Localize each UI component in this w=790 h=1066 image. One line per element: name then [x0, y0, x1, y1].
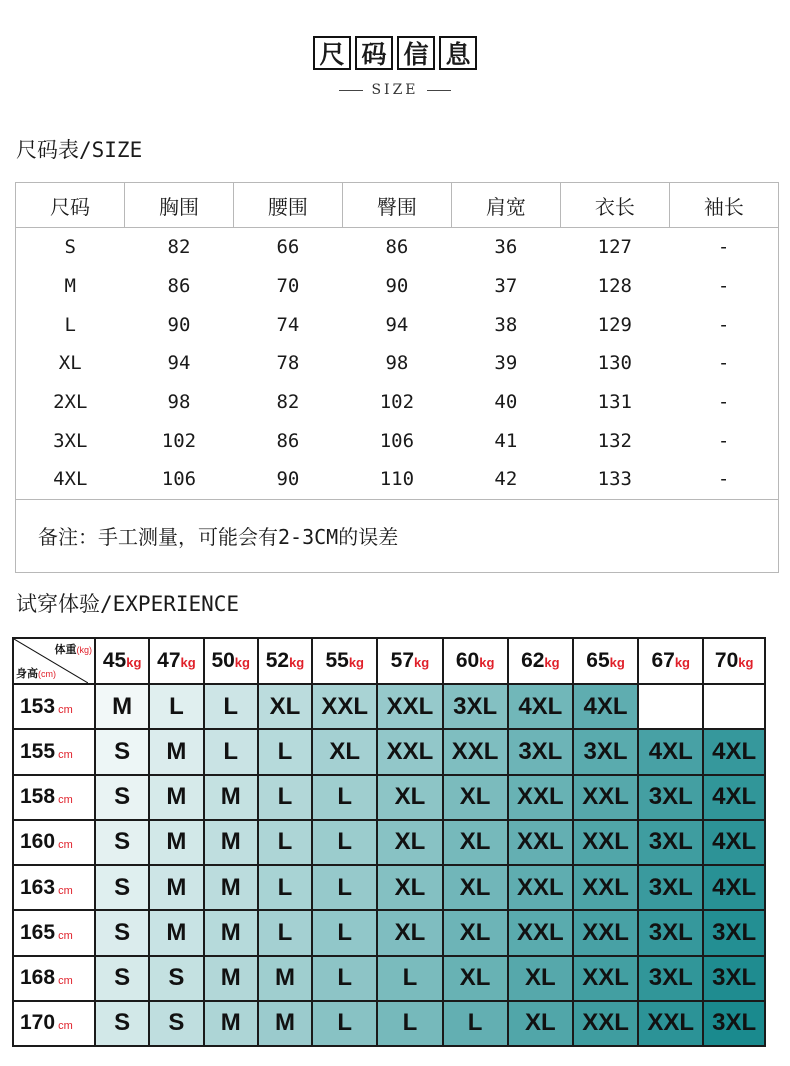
- fit-size-cell: S: [95, 775, 149, 820]
- title-char: 息: [439, 36, 477, 70]
- fit-size-cell: 4XL: [638, 729, 703, 774]
- size-table-cell: 131: [597, 391, 632, 414]
- fit-size-cell: M: [204, 956, 258, 1001]
- height-unit: cm: [55, 929, 73, 942]
- height-value: 158: [20, 785, 56, 809]
- fit-size-cell: M: [149, 775, 203, 820]
- size-table-header-cell: 臀围: [342, 183, 451, 228]
- corner-weight-unit: (kg): [76, 645, 92, 655]
- weight-unit: kg: [180, 655, 196, 670]
- fit-size-cell: M: [149, 910, 203, 955]
- fit-size-cell: XL: [443, 775, 508, 820]
- weight-unit: kg: [544, 655, 560, 670]
- size-table-cell: -: [717, 275, 730, 298]
- fit-size-cell: XXL: [508, 820, 573, 865]
- fit-size-cell: L: [258, 865, 312, 910]
- height-value: 163: [20, 875, 56, 899]
- size-table-cell: 94: [167, 352, 191, 375]
- corner-weight-label: [55, 641, 93, 657]
- size-table-cell: 90: [276, 468, 300, 491]
- fit-size-cell: XXL: [508, 910, 573, 955]
- fit-size-cell: XXL: [377, 729, 442, 774]
- fit-size-cell: XL: [312, 729, 377, 774]
- title-char: 尺: [313, 36, 351, 70]
- page-subtitle: [0, 82, 790, 98]
- size-table-header-cell: 肩宽: [451, 183, 560, 228]
- weight-header-row: [13, 638, 765, 684]
- weight-value: 57: [390, 649, 415, 672]
- weight-unit: kg: [414, 655, 430, 670]
- size-table-header-cell: 尺码: [16, 183, 125, 228]
- experience-title: 试穿体验/EXPERIENCE: [16, 592, 240, 616]
- size-table-cell: 70: [276, 275, 300, 298]
- size-table-cell: 66: [276, 236, 300, 259]
- size-table-cell: -: [717, 352, 730, 375]
- size-table-cell: 3XL: [53, 429, 88, 452]
- weight-value: 52: [265, 649, 290, 672]
- weight-unit: kg: [479, 655, 495, 670]
- weight-header-cell: [377, 638, 442, 684]
- subtitle-dash-left: [339, 90, 363, 91]
- fit-size-cell: XXL: [638, 1001, 703, 1046]
- fit-size-cell: [703, 684, 765, 729]
- size-table-cell: 90: [167, 313, 191, 336]
- size-table-cell: 106: [161, 468, 197, 491]
- weight-header-cell: [149, 638, 203, 684]
- fit-size-cell: 3XL: [638, 956, 703, 1001]
- size-table-cell: 129: [597, 313, 632, 336]
- fit-size-cell: 3XL: [638, 820, 703, 865]
- title-char: 码: [355, 36, 393, 70]
- fit-size-cell: XL: [377, 820, 442, 865]
- subtitle-text: SIZE: [371, 82, 419, 98]
- fit-size-cell: M: [149, 729, 203, 774]
- weight-value: 45: [102, 649, 127, 672]
- fit-size-cell: M: [258, 956, 312, 1001]
- fit-size-cell: XXL: [573, 775, 638, 820]
- size-table-header-cell: 衣长: [560, 183, 669, 228]
- size-table-header-cell: 袖长: [669, 183, 778, 228]
- fit-size-cell: L: [312, 865, 377, 910]
- fit-size-cell: XXL: [573, 956, 638, 1001]
- height-header-cell: [13, 910, 95, 955]
- size-table-row: [16, 383, 779, 422]
- fit-size-cell: 3XL: [508, 729, 573, 774]
- weight-value: 55: [325, 649, 349, 672]
- height-header-cell: [13, 684, 95, 729]
- fit-size-cell: S: [95, 1001, 149, 1046]
- size-table-header-cell: 腰围: [233, 183, 342, 228]
- height-value: 168: [20, 966, 56, 990]
- size-table-cell: 82: [276, 391, 300, 414]
- size-table-cell: 86: [276, 429, 300, 452]
- size-table-cell: 4XL: [53, 468, 88, 491]
- height-row: [13, 775, 765, 820]
- fit-size-cell: XL: [443, 820, 508, 865]
- height-row: [13, 865, 765, 910]
- size-table-cell: 98: [167, 391, 191, 414]
- size-table-cell: 37: [494, 275, 518, 298]
- fit-size-cell: XL: [443, 910, 508, 955]
- fit-size-cell: 4XL: [703, 865, 765, 910]
- size-table-cell: XL: [58, 352, 82, 375]
- weight-value: 70: [714, 649, 739, 672]
- weight-header-cell: [204, 638, 258, 684]
- fit-size-cell: M: [258, 1001, 312, 1046]
- fit-size-cell: L: [204, 729, 258, 774]
- height-row: [13, 684, 765, 729]
- fit-size-cell: S: [95, 910, 149, 955]
- fit-size-cell: 3XL: [703, 1001, 765, 1046]
- height-row: [13, 910, 765, 955]
- fit-size-cell: [638, 684, 703, 729]
- weight-value: 60: [455, 649, 480, 672]
- fit-size-cell: 4XL: [703, 775, 765, 820]
- fit-size-cell: 3XL: [703, 956, 765, 1001]
- fit-size-cell: 3XL: [573, 729, 638, 774]
- fit-size-cell: L: [377, 1001, 442, 1046]
- fit-size-cell: L: [312, 910, 377, 955]
- fit-size-cell: XXL: [573, 820, 638, 865]
- size-table-cell: S: [64, 236, 76, 259]
- fit-size-cell: M: [204, 865, 258, 910]
- height-unit: cm: [55, 975, 73, 988]
- size-table-cell: 133: [597, 468, 632, 491]
- size-table-cell: -: [717, 391, 730, 414]
- fit-size-cell: L: [258, 775, 312, 820]
- weight-header-cell: [443, 638, 508, 684]
- weight-header-cell: [703, 638, 765, 684]
- weight-value: 47: [157, 649, 181, 672]
- weight-header-cell: [312, 638, 377, 684]
- size-table: [15, 182, 779, 573]
- size-table-cell: 86: [385, 236, 409, 259]
- fit-size-cell: XL: [258, 684, 312, 729]
- corner-height-label: [16, 665, 56, 681]
- page-title: [0, 36, 790, 70]
- height-row: [13, 729, 765, 774]
- fit-size-cell: XL: [508, 956, 573, 1001]
- weight-value: 62: [521, 649, 545, 672]
- fit-size-cell: 4XL: [508, 684, 573, 729]
- size-table-cell: 78: [276, 352, 300, 375]
- fit-size-cell: XL: [377, 775, 442, 820]
- weight-unit: kg: [234, 655, 250, 670]
- fit-size-cell: S: [149, 956, 203, 1001]
- size-table-cell: 130: [597, 352, 632, 375]
- fit-size-cell: XL: [377, 865, 442, 910]
- size-table-cell: 40: [494, 391, 518, 414]
- fit-size-cell: L: [258, 910, 312, 955]
- size-table-cell: 106: [379, 429, 415, 452]
- height-unit: cm: [55, 794, 73, 807]
- size-table-row: [16, 267, 779, 306]
- size-table-cell: 90: [385, 275, 409, 298]
- fit-size-cell: S: [95, 865, 149, 910]
- size-table-note: 备注：手工测量，可能会有2-3CM的误差: [16, 499, 779, 572]
- size-table-row: [16, 305, 779, 344]
- fit-size-cell: XL: [508, 1001, 573, 1046]
- corner-cell: [13, 638, 95, 684]
- size-table-cell: 38: [494, 313, 518, 336]
- height-header-cell: [13, 775, 95, 820]
- fit-size-cell: XL: [443, 956, 508, 1001]
- fit-size-cell: XXL: [377, 684, 442, 729]
- size-table-row: [16, 344, 779, 383]
- size-table-row: [16, 228, 779, 267]
- height-row: [13, 956, 765, 1001]
- height-unit: cm: [55, 748, 73, 761]
- height-row: [13, 1001, 765, 1046]
- size-table-cell: 41: [494, 429, 518, 452]
- size-table-cell: 82: [167, 236, 191, 259]
- fit-size-cell: L: [312, 775, 377, 820]
- fit-size-cell: L: [443, 1001, 508, 1046]
- fit-size-cell: L: [312, 956, 377, 1001]
- size-table-cell: 2XL: [53, 391, 88, 414]
- height-unit: cm: [55, 703, 73, 716]
- size-table-row: [16, 460, 779, 499]
- size-table-cell: L: [64, 313, 76, 336]
- fit-size-cell: L: [258, 729, 312, 774]
- fit-size-cell: S: [95, 729, 149, 774]
- weight-value: 67: [651, 649, 675, 672]
- subtitle-dash-right: [427, 90, 451, 91]
- fit-size-cell: XXL: [573, 865, 638, 910]
- size-table-cell: -: [717, 236, 730, 259]
- height-value: 160: [20, 830, 56, 854]
- fit-size-cell: S: [149, 1001, 203, 1046]
- fit-size-cell: XXL: [573, 910, 638, 955]
- fit-size-cell: L: [258, 820, 312, 865]
- weight-unit: kg: [348, 655, 364, 670]
- title-char: 信: [397, 36, 435, 70]
- height-value: 153: [20, 694, 56, 718]
- height-header-cell: [13, 956, 95, 1001]
- fit-size-cell: XXL: [312, 684, 377, 729]
- size-table-cell: -: [717, 313, 730, 336]
- fit-experience-table: [12, 637, 766, 1047]
- weight-unit: kg: [126, 655, 142, 670]
- height-value: 170: [20, 1011, 56, 1035]
- weight-unit: kg: [738, 655, 754, 670]
- weight-unit: kg: [609, 655, 625, 670]
- size-table-cell: -: [717, 429, 730, 452]
- fit-size-cell: S: [95, 820, 149, 865]
- height-header-cell: [13, 729, 95, 774]
- fit-size-cell: 4XL: [703, 820, 765, 865]
- fit-size-cell: XXL: [443, 729, 508, 774]
- fit-size-cell: 4XL: [573, 684, 638, 729]
- weight-unit: kg: [674, 655, 690, 670]
- fit-size-cell: L: [312, 1001, 377, 1046]
- weight-header-cell: [508, 638, 573, 684]
- size-table-cell: M: [64, 275, 76, 298]
- height-unit: cm: [55, 1020, 73, 1033]
- fit-size-cell: L: [149, 684, 203, 729]
- size-table-cell: 86: [167, 275, 191, 298]
- fit-size-cell: S: [95, 956, 149, 1001]
- size-table-cell: 132: [597, 429, 632, 452]
- size-table-cell: 94: [385, 313, 409, 336]
- height-value: 155: [20, 739, 56, 763]
- weight-header-cell: [638, 638, 703, 684]
- height-value: 165: [20, 920, 56, 944]
- size-table-row: [16, 421, 779, 460]
- fit-size-cell: L: [204, 684, 258, 729]
- size-table-cell: 36: [494, 236, 518, 259]
- fit-size-cell: XL: [377, 910, 442, 955]
- size-table-cell: -: [717, 468, 730, 491]
- weight-value: 65: [586, 649, 610, 672]
- fit-size-cell: 4XL: [703, 729, 765, 774]
- size-table-cell: 98: [385, 352, 409, 375]
- size-table-header-cell: 胸围: [124, 183, 233, 228]
- fit-size-cell: XXL: [508, 865, 573, 910]
- height-unit: cm: [55, 839, 73, 852]
- height-header-cell: [13, 820, 95, 865]
- fit-size-cell: M: [204, 820, 258, 865]
- height-row: [13, 820, 765, 865]
- size-table-cell: 74: [276, 313, 300, 336]
- weight-unit: kg: [289, 655, 305, 670]
- fit-size-cell: XL: [443, 865, 508, 910]
- size-table-cell: 102: [379, 391, 415, 414]
- size-table-cell: 110: [379, 468, 415, 491]
- weight-header-cell: [573, 638, 638, 684]
- fit-size-cell: 3XL: [638, 775, 703, 820]
- fit-size-cell: XXL: [573, 1001, 638, 1046]
- height-header-cell: [13, 865, 95, 910]
- size-table-cell: 127: [597, 236, 632, 259]
- fit-size-cell: 3XL: [703, 910, 765, 955]
- weight-value: 50: [211, 649, 235, 672]
- size-table-note-row: [16, 499, 779, 572]
- height-header-cell: [13, 1001, 95, 1046]
- weight-header-cell: [95, 638, 149, 684]
- size-table-title: 尺码表/SIZE: [16, 138, 143, 162]
- fit-size-cell: M: [204, 775, 258, 820]
- fit-size-cell: 3XL: [638, 865, 703, 910]
- height-unit: cm: [55, 884, 73, 897]
- weight-header-cell: [258, 638, 312, 684]
- corner-height-text: 身高: [16, 668, 38, 680]
- fit-size-cell: M: [204, 1001, 258, 1046]
- fit-size-cell: M: [204, 910, 258, 955]
- fit-size-cell: 3XL: [638, 910, 703, 955]
- size-table-cell: 42: [494, 468, 518, 491]
- size-table-header-row: [16, 183, 779, 228]
- fit-size-cell: M: [149, 865, 203, 910]
- size-table-cell: 39: [494, 352, 518, 375]
- fit-size-cell: L: [312, 820, 377, 865]
- fit-size-cell: 3XL: [443, 684, 508, 729]
- corner-height-unit: (cm): [38, 669, 56, 679]
- size-table-cell: 102: [161, 429, 197, 452]
- fit-size-cell: L: [377, 956, 442, 1001]
- fit-size-cell: M: [95, 684, 149, 729]
- fit-size-cell: M: [149, 820, 203, 865]
- corner-weight-text: 体重: [54, 644, 77, 656]
- fit-size-cell: XXL: [508, 775, 573, 820]
- size-table-cell: 128: [597, 275, 632, 298]
